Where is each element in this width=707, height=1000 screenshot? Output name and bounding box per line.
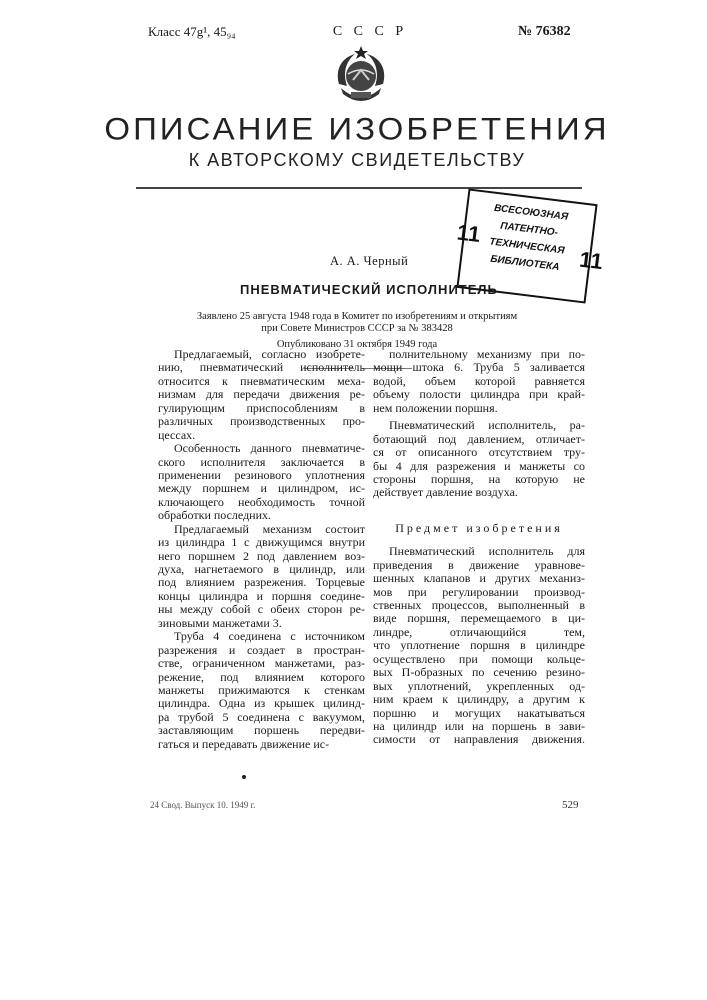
text-line: концы цилиндра и поршня соедине- xyxy=(158,590,365,603)
text-line: низмам для передачи движения ре- xyxy=(158,388,365,401)
footer-text: 24 Свод. Выпуск 10. 1949 г. xyxy=(150,800,255,810)
coat-of-arms-emblem xyxy=(333,44,389,108)
author-name: А. А. Черный xyxy=(330,254,408,269)
claims-paragraph xyxy=(373,545,585,747)
text-line: Пневматический исполнитель, ра- xyxy=(373,419,585,432)
filing-line-1: Заявлено 25 августа 1948 года в Комитет по изобретениям и открытиям xyxy=(0,311,707,323)
patent-number: № 76382 xyxy=(518,24,571,40)
paragraph xyxy=(158,442,365,523)
text-line: Труба 4 соединена с источником xyxy=(158,630,365,643)
stamp-line: ПАТЕНТНО- xyxy=(465,214,592,246)
stamp-line: ТЕХНИЧЕСКАЯ xyxy=(463,230,590,262)
text-line: мов при регулировании производ- xyxy=(373,586,585,599)
page-number: 529 xyxy=(562,799,579,811)
claims-body xyxy=(373,545,585,747)
stamp-mark-right: 11 xyxy=(579,251,604,271)
right-body xyxy=(373,348,585,500)
text-line: бы 4 для разрежения и манжеты со xyxy=(373,460,585,473)
country-label: С С С Р xyxy=(330,24,410,40)
text-line: нию, пневматический исполнитель xyxy=(158,361,365,374)
text-line: линдре, отличающийся тем, xyxy=(373,626,585,639)
text-line: гулирующим приспособлениям в xyxy=(158,402,365,415)
paragraph xyxy=(373,348,585,415)
text-line: из цилиндра 1 с движущимся внутри xyxy=(158,536,365,549)
stamp-mark-left: 11 xyxy=(456,223,481,243)
text-line: вых П-образных по сечению резино- xyxy=(373,666,585,679)
text-line: вых уплотнений, укрепленных од- xyxy=(373,680,585,693)
text-line: цессах. xyxy=(158,429,365,442)
text-line: шенных клапанов и других механиз- xyxy=(373,572,585,585)
paragraph xyxy=(158,630,365,751)
published-date: Опубликовано 31 октября 1949 года xyxy=(0,339,707,351)
right-text-column xyxy=(373,348,585,747)
text-line: действует давление воздуха. xyxy=(373,486,585,499)
invention-title: ПНЕВМАТИЧЕСКИЙ ИСПОЛНИТЕЛЬ xyxy=(240,282,498,297)
text-line: относится к пневматическим меха- xyxy=(158,375,365,388)
header-divider xyxy=(136,187,582,189)
text-line: ним краем к цилиндру, а другим к xyxy=(373,693,585,706)
text-line: полнительному механизму при по- xyxy=(373,348,585,361)
text-line: Предлагаемый механизм состоит xyxy=(158,523,365,536)
text-line: гаться и передавать движение ис- xyxy=(158,738,365,751)
text-line: что уплотнение поршня в цилиндре xyxy=(373,639,585,652)
text-line: ского исполнителя заключается в xyxy=(158,456,365,469)
text-line: ра трубой 5 соединена с вакуумом, xyxy=(158,711,365,724)
text-line: объему полости цилиндра при край- xyxy=(373,388,585,401)
filing-line-2: при Совете Министров СССР за № 383428 xyxy=(0,323,707,335)
text-line: приведения в движение уравнове- xyxy=(373,559,585,572)
text-line: на цилиндр или на поршень в зави- xyxy=(373,720,585,733)
text-line: зиновыми манжетами 3. xyxy=(158,617,365,630)
print-dot xyxy=(242,775,246,779)
text-line: ственных процессов, выполненный в xyxy=(373,599,585,612)
claims-title: Предмет изобретения xyxy=(373,522,585,535)
text-line: духа, нагнетаемого в цилиндр, или xyxy=(158,563,365,576)
text-line: Предлагаемый, согласно изобрете- xyxy=(158,348,365,361)
text-line: Пневматический исполнитель для xyxy=(373,545,585,558)
text-line: симости от направления движения. xyxy=(373,733,585,746)
text-line: режение, под влиянием которого xyxy=(158,671,365,684)
text-line: заставляющим поршень передви- xyxy=(158,724,365,737)
text-line: ся от описанного отсутствием тру- xyxy=(373,446,585,459)
class-label: Класс 47g¹, 45₉₄ xyxy=(148,24,236,40)
text-line: применении резинового уплотнения xyxy=(158,469,365,482)
paragraph xyxy=(158,523,365,631)
text-line: цилиндра. Одна из крышек цилинд- xyxy=(158,697,365,710)
text-line: обработки последних. xyxy=(158,509,365,522)
stamp-line: ВСЕСОЮЗНАЯ xyxy=(468,197,595,229)
document-subtitle: К АВТОРСКОМУ СВИДЕТЕЛЬСТВУ xyxy=(0,150,707,171)
text-line: него поршнем 2 под давлением воз- xyxy=(158,550,365,563)
text-line: стве, ограниченном манжетами, раз- xyxy=(158,657,365,670)
text-line: нем положении поршня. xyxy=(373,402,585,415)
text-line: разрежения и создает в простран- xyxy=(158,644,365,657)
text-line: стороны поршня, на которую не xyxy=(373,473,585,486)
stamp-line: БИБЛИОТЕКА xyxy=(461,247,588,279)
text-line: манжеты прижимаются к стенкам xyxy=(158,684,365,697)
text-line: ключающего необходимость точной xyxy=(158,496,365,509)
text-line: различных производственных про- xyxy=(158,415,365,428)
text-line: виде поршня, перемещаемого в ци- xyxy=(373,612,585,625)
text-line: между поршнем и цилиндром, ис- xyxy=(158,482,365,495)
text-line: ны между собой с обеих сторон ре- xyxy=(158,603,365,616)
text-line: поршню и могущих накатываться xyxy=(373,707,585,720)
filing-info xyxy=(0,311,707,335)
text-line: водой, объем которой равняется xyxy=(373,375,585,388)
text-line: под влиянием разрежения. Торцевые xyxy=(158,576,365,589)
text-line: осуществлено при помощи кольце- xyxy=(373,653,585,666)
left-text-column xyxy=(158,348,365,751)
text-line: мощи штока 6. Труба 5 заливается xyxy=(373,361,585,374)
paragraph xyxy=(158,348,365,442)
paragraph xyxy=(373,419,585,500)
document-title: ОПИСАНИЕ ИЗОБРЕТЕНИЯ xyxy=(0,111,707,147)
text-line: Особенность данного пневматиче- xyxy=(158,442,365,455)
text-line: ботающий под давлением, отличает- xyxy=(373,433,585,446)
